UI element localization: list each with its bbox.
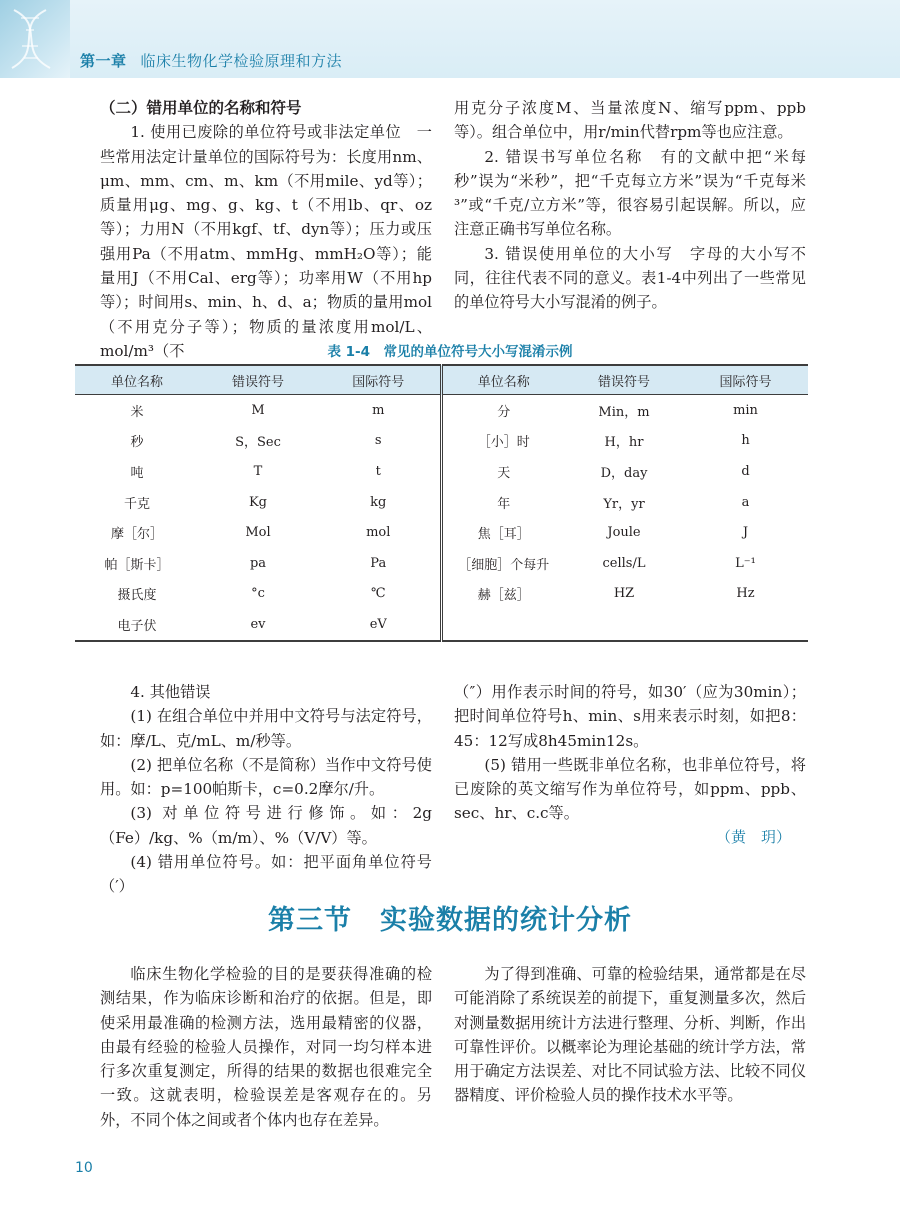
- table-cell: d: [741, 463, 750, 479]
- paragraph: 1. 使用已废除的单位符号或非法定单位 一些常用法定计量单位的国际符号为：长度用nm、μm、mm、cm、m、km（不用mile、yd等）；质量用μg、mg、g、kg、t（不用lb、qr、oz等）；力用N（不用kgf、tf、dyn等）；压力或压强用Pa（不用atm、mmHg、mmH₂O等）；能量用J（不用Cal、erg等）；功率用W（不用hp等）；时间用s、min、h、d、a；物质的量用mol（不用克分子等）；物质的量浓度用mol/L、mol/m³（不: [100, 123, 432, 360]
- table-cell: S，Sec: [235, 435, 281, 451]
- table-cell: t: [317, 456, 441, 487]
- table-cell: eV: [317, 609, 441, 641]
- column-header: 单位名称: [441, 365, 565, 395]
- table-cell: Min，m: [598, 404, 650, 420]
- author-credit: （黄 玥）: [716, 828, 792, 846]
- table-cell: a: [741, 494, 750, 510]
- table-cell: Yr，yr: [603, 496, 645, 512]
- table-cell: min: [733, 402, 758, 418]
- table-cell: [683, 609, 808, 641]
- table-cell: ev: [250, 616, 266, 632]
- table-cell: 千克: [123, 496, 150, 512]
- table-cell: D，day: [600, 465, 648, 481]
- table-cell: J: [742, 525, 749, 541]
- table-cell: 米: [130, 404, 144, 420]
- table-cell: cells/L: [602, 555, 646, 571]
- table-cell: h: [741, 433, 750, 449]
- column-header: 错误符号: [565, 365, 683, 395]
- chapter-header: [80, 50, 342, 71]
- table-cell: Hz: [736, 586, 755, 602]
- table-cell: 电子伏: [117, 618, 157, 634]
- table-cell: Joule: [607, 525, 641, 541]
- table-cell: 分: [497, 404, 511, 420]
- table-row: [75, 579, 808, 610]
- table-cell: °c: [251, 586, 265, 602]
- table-cell: 摄氏度: [117, 588, 157, 604]
- list-heading: 4. 其他错误: [130, 683, 211, 701]
- table-cell: s: [317, 426, 441, 457]
- table-cell: 摩［尔］: [110, 527, 163, 543]
- table-cell: Mol: [245, 525, 271, 541]
- top-left-column: [100, 96, 432, 363]
- table-row: [75, 426, 808, 457]
- paragraph: 临床生物化学检验的目的是要获得准确的检测结果，作为临床诊断和治疗的依据。但是，即使采用最准确的检测方法，选用最精密的仪器，由最有经验的检验人员操作，对同一均匀样本进行多次重复测定，所得的结果的数据也很难完全一致。这就表明，检验误差是客观存在的。另外，不同个体之间或者个体内也存在差异。: [100, 965, 432, 1129]
- table-cell: 秒: [130, 435, 144, 451]
- table-cell: Kg: [248, 494, 268, 510]
- table-cell: ℃: [317, 579, 441, 610]
- table-cell: [441, 609, 565, 641]
- table-row: [75, 487, 808, 518]
- table-cell: m: [317, 395, 441, 426]
- list-item: (3) 对单位符号进行修饰。如：2g（Fe）/kg、%（m/m）、%（V/V）等。: [100, 804, 432, 847]
- table-cell: L⁻¹: [735, 555, 756, 571]
- top-right-column: [454, 96, 806, 315]
- section-title: 第三节 实验数据的统计分析: [268, 905, 632, 936]
- paragraph: 2. 错误书写单位名称 有的文献中把“米每秒”误为“米秒”，把“千克每立方米”误为“千克每米³”或“千克/立方米”等，很容易引起误解。所以，应注意正确书写单位名称。: [454, 147, 806, 239]
- chapter-label: 第一章: [80, 52, 127, 70]
- table-cell: Pa: [317, 548, 441, 579]
- list-item: (5) 错用一些既非单位名称，也非单位符号，将已废除的英文缩写作为单位符号，如ppm、ppb、sec、hr、c.c等。: [454, 755, 806, 823]
- mid-right-column: [454, 680, 806, 826]
- column-header: 国际符号: [683, 365, 808, 395]
- list-item: (4) 错用单位符号。如：把平面角单位符号（′）: [100, 853, 432, 896]
- paragraph: 为了得到准确、可靠的检验结果，通常都是在尽可能消除了系统误差的前提下，重复测量多次，然后对测量数据用统计方法进行整理、分析、判断，作出可靠性评价。以概率论为理论基础的统计学方法，常用于确定方法误差、对比不同试验方法、比较不同仪器精度、评价检验人员的操作技术水平等。: [454, 965, 806, 1105]
- table-cell: H，hr: [604, 435, 644, 451]
- list-item: (1) 在组合单位中并用中文符号与法定符号，如：摩/L、克/mL、m/秒等。: [100, 707, 432, 750]
- mid-left-column: [100, 680, 432, 899]
- table-row: [75, 395, 808, 426]
- units-table: [75, 364, 808, 642]
- table-row: [75, 609, 808, 641]
- table-cell: ［细胞］个每升: [458, 557, 550, 573]
- chapter-title: 临床生物化学检验原理和方法: [140, 52, 343, 70]
- table-cell: 年: [497, 496, 511, 512]
- column-header: 国际符号: [317, 365, 441, 395]
- table-cell: [565, 609, 683, 641]
- bottom-left-column: [100, 962, 432, 1132]
- table-cell: 赫［兹］: [477, 588, 530, 604]
- table-cell: pa: [249, 555, 267, 571]
- paragraph: 3. 错误使用单位的大小写 字母的大小写不同，往往代表不同的意义。表1-4中列出了一些常见的单位符号大小写混淆的例子。: [454, 244, 806, 312]
- table-row: [75, 456, 808, 487]
- table-caption: 表 1-4 常见的单位符号大小写混淆示例: [327, 344, 573, 360]
- table-cell: 天: [497, 465, 511, 481]
- list-item: (2) 把单位名称（不是简称）当作中文符号使用。如：p=100帕斯卡，c=0.2摩尔/升。: [100, 755, 432, 799]
- paragraph: 用克分子浓度M、当量浓度N、缩写ppm、ppb等）。组合单位中，用r/min代替rpm等也应注意。: [454, 99, 806, 142]
- table-cell: 焦［耳］: [477, 527, 530, 543]
- table-cell: HZ: [613, 586, 635, 602]
- table-row: [75, 517, 808, 548]
- bottom-right-column: [454, 962, 806, 1108]
- table-cell: ［小］时: [477, 435, 530, 451]
- subheading: （二）错用单位的名称和符号: [100, 99, 302, 117]
- table-cell: mol: [317, 517, 441, 548]
- table-row: [75, 548, 808, 579]
- table-cell: 帕［斯卡］: [104, 557, 170, 573]
- table-cell: 吨: [130, 465, 144, 481]
- page-number: 10: [75, 1160, 93, 1176]
- column-header: 单位名称: [75, 365, 199, 395]
- table-cell: kg: [317, 487, 441, 518]
- paragraph: （″）用作表示时间的符号，如30′（应为30min）；把时间单位符号h、min、s用来表示时刻，如把8：45：12写成8h45min12s。: [454, 683, 806, 750]
- column-header: 错误符号: [199, 365, 317, 395]
- dna-decoration: [0, 0, 70, 78]
- table-cell: M: [251, 402, 265, 418]
- table-cell: T: [253, 463, 263, 479]
- table-header-row: [75, 365, 808, 395]
